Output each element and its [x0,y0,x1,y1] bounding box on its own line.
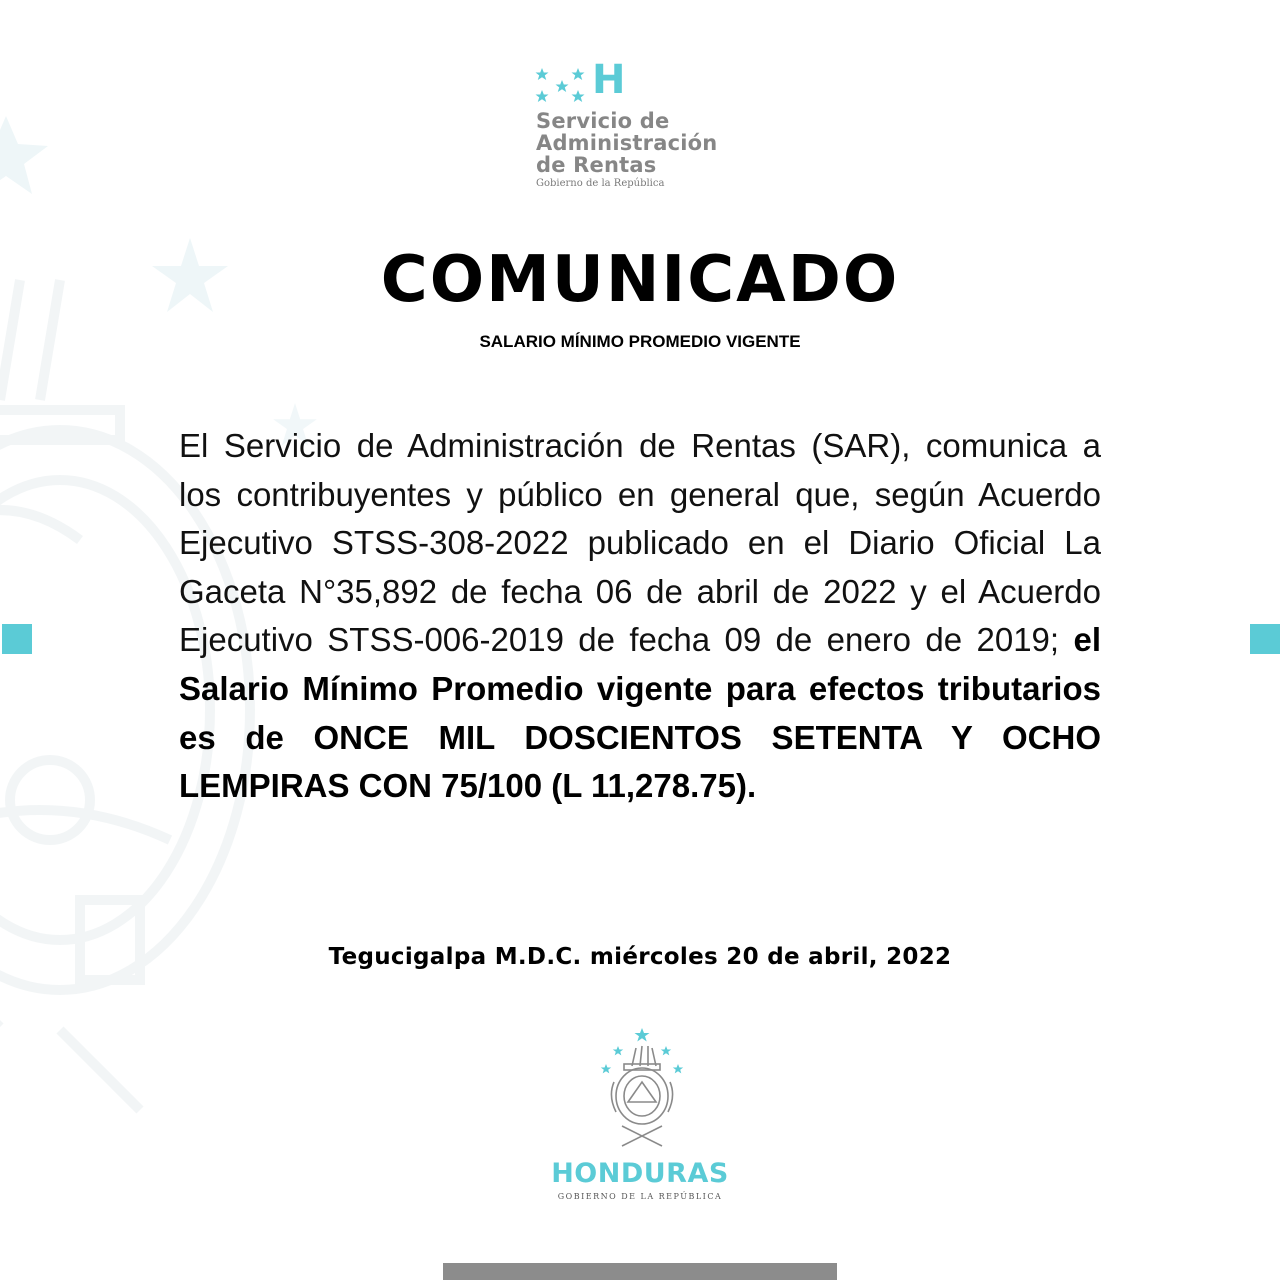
sar-stars-h-icon [534,66,590,106]
dateline: Tegucigalpa M.D.C. miércoles 20 de abril, 2022 [328,944,952,970]
sar-logo-line-1: Servicio de [536,109,670,133]
accent-square-left [2,624,32,654]
sar-logo-line-2: Administración [536,131,718,155]
sar-logo-letter: H [592,57,626,103]
page-subtitle: SALARIO MÍNIMO PROMEDIO VIGENTE [479,332,801,351]
bottom-bar [443,1263,837,1280]
honduras-subtitle: GOBIERNO DE LA REPÚBLICA [557,1192,723,1201]
sar-logo [534,57,764,196]
body-regular-text: El Servicio de Administración de Rentas (SAR), comunica a los contribuyentes y público en general que, según Acuerdo Ejecutivo STSS-308-2022 publicado en el Diario Oficial La Gaceta N°35,892 de fecha 06 de abril de 2022 y el Acuerdo Ejecutivo STSS-006-2019 de fecha 09 de enero de 2019; [179,427,1101,659]
sar-logo-line-3: de Rentas [536,153,657,177]
honduras-wordmark: HONDURAS [551,1158,729,1189]
background-star-icon [0,116,52,196]
page-title: COMUNICADO [380,243,900,317]
honduras-coat-of-arms-icon [594,1026,690,1156]
body-bold-text: el Salario Mínimo Promedio vigente para efectos tributarios es de ONCE MIL DOSCIENTOS SETENTA Y OCHO LEMPIRAS CON 75/100 (L 11,278.75). [179,621,1101,805]
accent-square-right [1250,624,1280,654]
sar-logo-subtitle: Gobierno de la República [536,178,665,189]
announcement-body [179,422,1101,811]
